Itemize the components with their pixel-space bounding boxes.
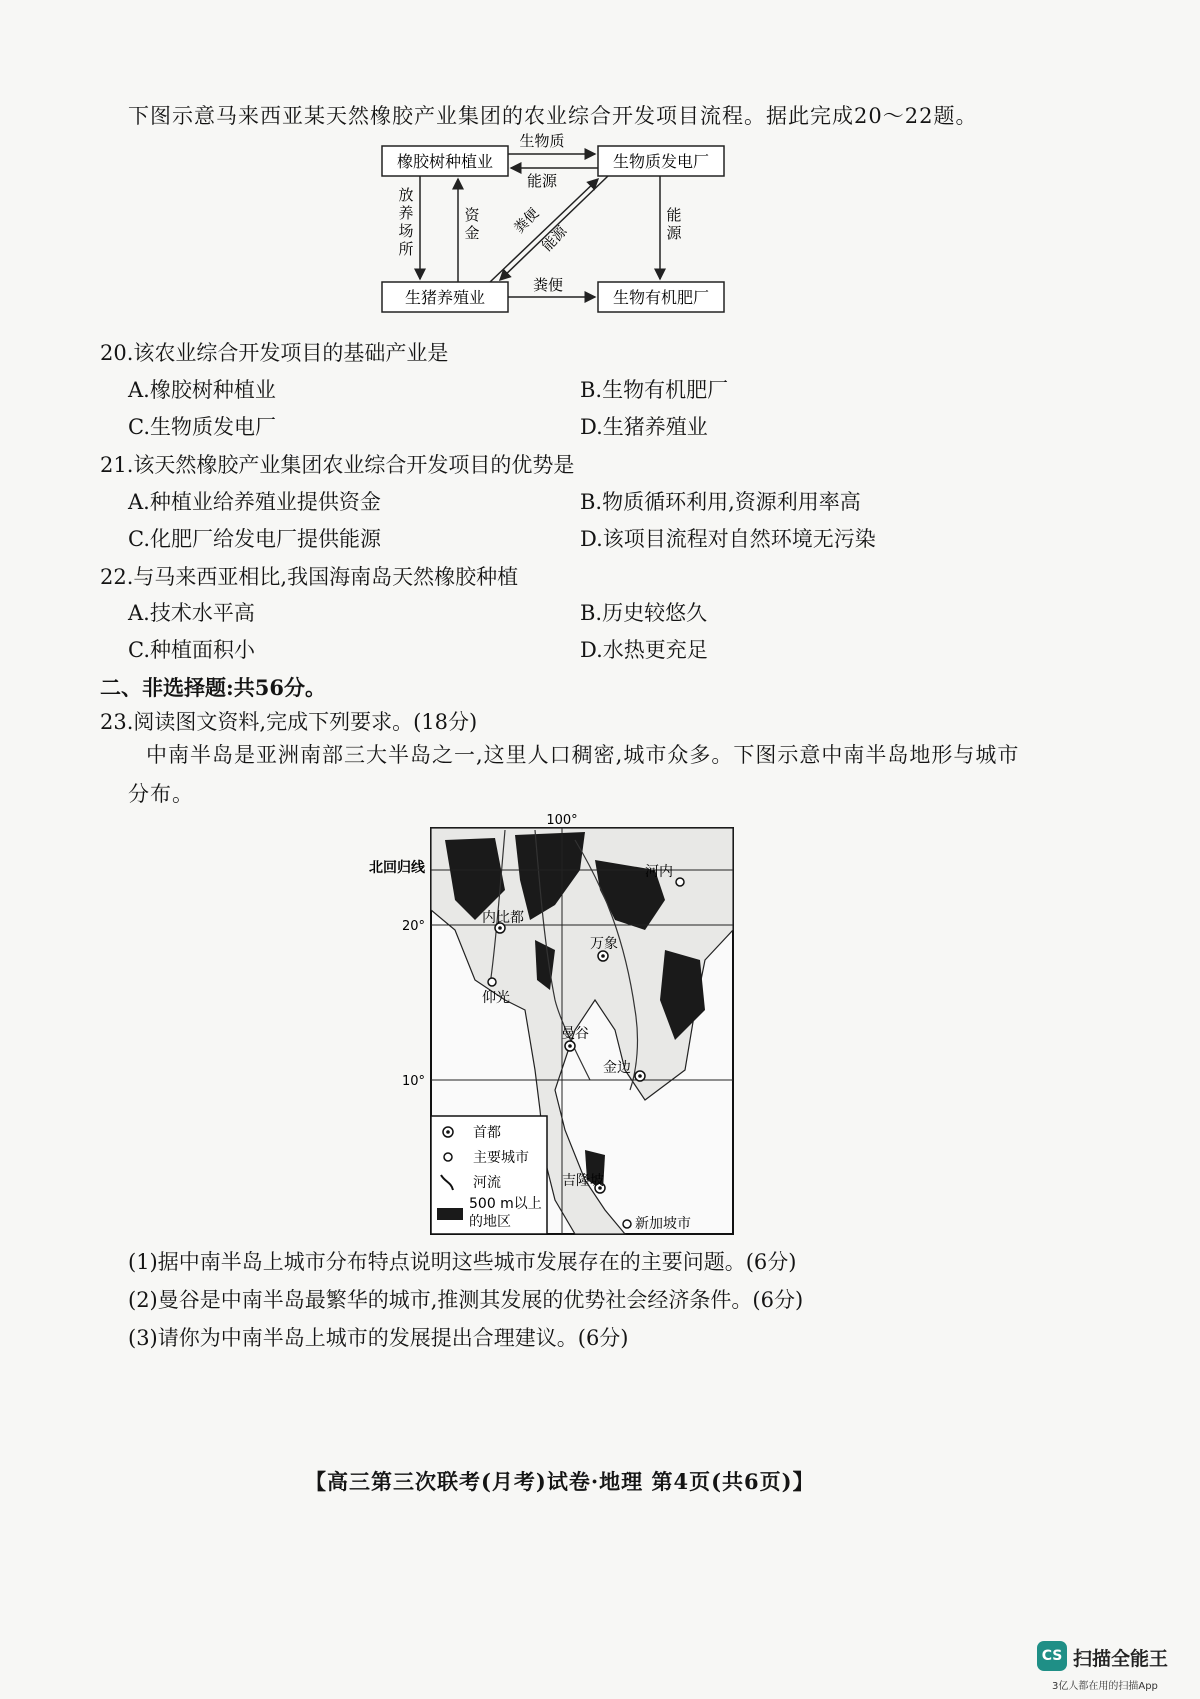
city-hanoi-label: 河内: [645, 864, 673, 880]
box-rubber-label: 橡胶树种植业: [396, 152, 494, 171]
map-legend: [431, 1116, 547, 1234]
section-heading: 二、非选择题:共56分。: [100, 675, 326, 700]
scanner-logo-icon: CS: [1037, 1641, 1067, 1671]
q20-option-d: D.生猪养殖业: [580, 415, 708, 439]
q23-paragraph-line1: 中南半岛是亚洲南部三大半岛之一,这里人口稠密,城市众多。下图示意中南半岛地形与城市: [146, 743, 1020, 767]
label-grazing: 放养场所: [398, 186, 414, 258]
lon-label: 100°: [546, 813, 578, 828]
label-manure-diag: 粪便: [511, 205, 543, 237]
city-vientiane-label: 万象: [590, 936, 618, 952]
page-footer: 【高三第三次联考(月考)试卷·地理 第4页(共6页)】: [305, 1469, 815, 1494]
lat10-label: 10°: [401, 1074, 425, 1089]
q21-option-d: D.该项目流程对自然环境无污染: [580, 527, 876, 551]
tropic-label: 北回归线: [369, 860, 425, 876]
q23-paragraph-line2: 分布。: [128, 782, 194, 806]
q22-option-d: D.水热更充足: [580, 638, 708, 662]
q21-stem: 21.该天然橡胶产业集团农业综合开发项目的优势是: [100, 453, 575, 477]
city-phnom-penh-label: 金边: [603, 1060, 631, 1076]
scanner-tagline: 3亿人都在用的扫描App: [1052, 1681, 1158, 1692]
city-bangkok-label: 曼谷: [561, 1026, 589, 1042]
q23-sub2: (2)曼谷是中南半岛最繁华的城市,推测其发展的优势社会经济条件。(6分): [128, 1288, 804, 1312]
q21-option-b: B.物质循环利用,资源利用率高: [580, 490, 861, 514]
legend-highland-1: 500 m以上: [469, 1196, 542, 1212]
legend-highland-symbol: [437, 1208, 463, 1220]
q23-stem: 23.阅读图文资料,完成下列要求。(18分): [100, 710, 478, 734]
legend-city: 主要城市: [473, 1150, 529, 1166]
label-energy-diag: 能源: [539, 223, 571, 255]
label-manure-bottom: 粪便: [532, 276, 564, 294]
q22-option-a: A.技术水平高: [128, 601, 255, 625]
city-yangon-label: 仰光: [482, 990, 510, 1006]
q22-stem: 22.与马来西亚相比,我国海南岛天然橡胶种植: [100, 565, 519, 589]
arrow-manure-diag: [490, 179, 598, 282]
intro-text: 下图示意马来西亚某天然橡胶产业集团的农业综合开发项目流程。据此完成20～22题。: [128, 104, 978, 128]
city-naypyidaw-label: 内比都: [482, 910, 524, 926]
label-energy-right: 能源: [666, 206, 682, 242]
legend-river: 河流: [473, 1175, 501, 1191]
label-energy-top: 能源: [526, 172, 558, 190]
indochina-map: [355, 810, 755, 1240]
legend-capital: 首都: [473, 1125, 501, 1141]
lat20-label: 20°: [401, 919, 425, 934]
label-funds: 资金: [464, 206, 480, 242]
box-power-label: 生物质发电厂: [612, 152, 710, 171]
q20-option-c: C.生物质发电厂: [128, 415, 276, 439]
label-biomass: 生物质: [519, 132, 565, 150]
q22-option-c: C.种植面积小: [128, 638, 255, 662]
scanner-name: 扫描全能王: [1073, 1648, 1169, 1670]
city-singapore-label: 新加坡市: [635, 1216, 691, 1232]
q21-option-c: C.化肥厂给发电厂提供能源: [128, 527, 381, 551]
q20-option-b: B.生物有机肥厂: [580, 378, 729, 402]
flow-diagram: [370, 130, 770, 315]
q23-sub1: (1)据中南半岛上城市分布特点说明这些城市发展存在的主要问题。(6分): [128, 1250, 797, 1274]
box-pig-label: 生猪养殖业: [404, 288, 486, 307]
box-fert-label: 生物有机肥厂: [612, 288, 710, 307]
legend-highland-2: 的地区: [469, 1214, 511, 1230]
q22-option-b: B.历史较悠久: [580, 601, 708, 625]
q21-option-a: A.种植业给养殖业提供资金: [128, 490, 381, 514]
q20-stem: 20.该农业综合开发项目的基础产业是: [100, 341, 449, 365]
q20-option-a: A.橡胶树种植业: [128, 378, 276, 402]
city-kuala-lumpur-label: 吉隆坡: [562, 1173, 604, 1189]
q23-sub3: (3)请你为中南半岛上城市的发展提出合理建议。(6分): [128, 1326, 629, 1350]
